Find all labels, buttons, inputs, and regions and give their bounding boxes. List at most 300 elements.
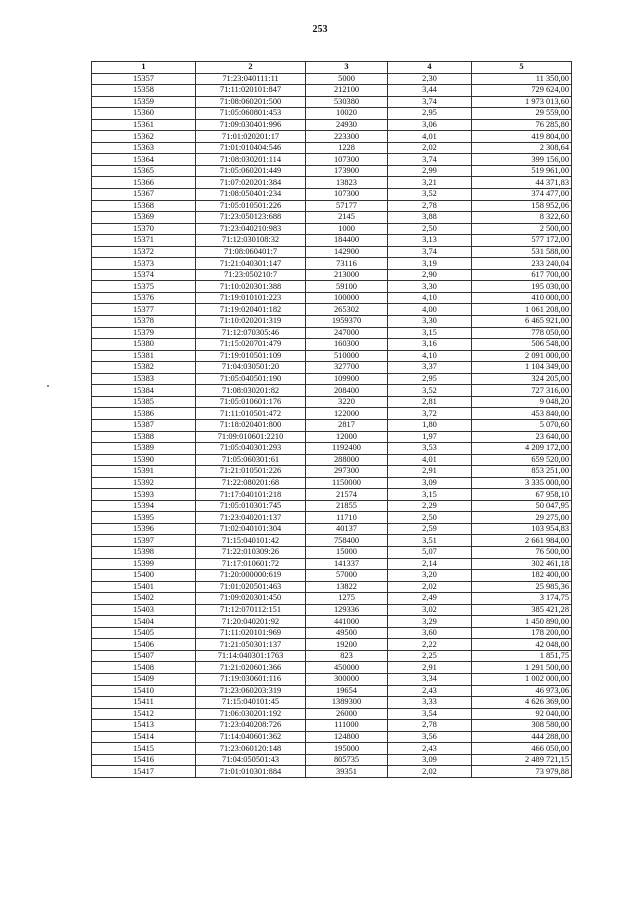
table-cell: 71:11:020101:969 (196, 627, 306, 639)
table-cell: 805735 (306, 754, 388, 766)
table-cell: 49500 (306, 627, 388, 639)
table-row (92, 246, 572, 258)
table-cell: 1 061 208,00 (472, 304, 572, 316)
table-cell: 2145 (306, 212, 388, 224)
table-row (92, 316, 572, 328)
table-row (92, 131, 572, 143)
table-cell: 3,52 (388, 189, 472, 201)
table-cell: 15411 (92, 697, 196, 709)
table-row (92, 339, 572, 351)
table-cell: 1,97 (388, 431, 472, 443)
table-row (92, 570, 572, 582)
table-cell: 2 308,64 (472, 142, 572, 154)
table-cell: 2,02 (388, 142, 472, 154)
table-row (92, 697, 572, 709)
table-cell: 182 400,00 (472, 570, 572, 582)
table-cell: 59100 (306, 281, 388, 293)
table-cell: 73 979,88 (472, 766, 572, 778)
table-cell: 778 050,00 (472, 327, 572, 339)
table-cell: 107300 (306, 189, 388, 201)
table-cell: 141337 (306, 558, 388, 570)
table-row (92, 304, 572, 316)
table-cell: 3 174,75 (472, 593, 572, 605)
table-cell: 15410 (92, 685, 196, 697)
table-cell: 324 205,00 (472, 373, 572, 385)
table-cell: 71:01:020501:463 (196, 581, 306, 593)
table-cell: 4,10 (388, 292, 472, 304)
table-cell: 308 580,00 (472, 720, 572, 732)
table-cell: 727 316,00 (472, 385, 572, 397)
table-cell: 2,02 (388, 581, 472, 593)
table-cell: 4,10 (388, 350, 472, 362)
table-cell: 40137 (306, 523, 388, 535)
table-cell: 1389300 (306, 697, 388, 709)
table-row (92, 327, 572, 339)
table-cell: 302 461,18 (472, 558, 572, 570)
table-cell: 2,90 (388, 269, 472, 281)
table-cell: 15414 (92, 731, 196, 743)
table-cell: 288000 (306, 454, 388, 466)
table-row (92, 443, 572, 455)
table-row (92, 212, 572, 224)
table-row (92, 743, 572, 755)
table-cell: 3,33 (388, 697, 472, 709)
table-row (92, 350, 572, 362)
table-cell: 577 172,00 (472, 235, 572, 247)
table-row (92, 362, 572, 374)
table-cell: 71:22:010309:26 (196, 546, 306, 558)
table-cell: 15363 (92, 142, 196, 154)
table-cell: 2,78 (388, 720, 472, 732)
table-cell: 71:05:010301:745 (196, 500, 306, 512)
table-cell: 15361 (92, 119, 196, 131)
table-cell: 2,29 (388, 500, 472, 512)
table-cell: 15374 (92, 269, 196, 281)
table-cell: 44 371,83 (472, 177, 572, 189)
table-cell: 1000 (306, 223, 388, 235)
table-cell: 3,37 (388, 362, 472, 374)
table-cell: 111000 (306, 720, 388, 732)
table-cell: 71:21:040301:147 (196, 258, 306, 270)
table-cell: 71:23:050123:688 (196, 212, 306, 224)
table-row (92, 85, 572, 97)
table-cell: 71:12:030108:32 (196, 235, 306, 247)
table-cell: 71:20:000000:619 (196, 570, 306, 582)
table-cell: 15371 (92, 235, 196, 247)
table-cell: 1275 (306, 593, 388, 605)
table-cell: 450000 (306, 662, 388, 674)
table-row (92, 685, 572, 697)
table-cell: 15413 (92, 720, 196, 732)
table-cell: 71:06:030201:192 (196, 708, 306, 720)
table-cell: 8 322,60 (472, 212, 572, 224)
table-row (92, 616, 572, 628)
table-cell: 19654 (306, 685, 388, 697)
table-row (92, 223, 572, 235)
table-row (92, 604, 572, 616)
table-row (92, 662, 572, 674)
table-cell: 2,14 (388, 558, 472, 570)
table-cell: 71:02:040101:304 (196, 523, 306, 535)
table-cell: 15359 (92, 96, 196, 108)
table-cell: 50 047,95 (472, 500, 572, 512)
table-cell: 3,20 (388, 570, 472, 582)
table-cell: 15415 (92, 743, 196, 755)
table-cell: 21574 (306, 489, 388, 501)
table-cell: 3,29 (388, 616, 472, 628)
table-cell: 15384 (92, 385, 196, 397)
table-cell: 71:21:020601:366 (196, 662, 306, 674)
table-cell: 25 985,36 (472, 581, 572, 593)
table-row (92, 200, 572, 212)
table-cell: 385 421,28 (472, 604, 572, 616)
table-cell: 71:05:040301:293 (196, 443, 306, 455)
table-cell: 15406 (92, 639, 196, 651)
table-cell: 297300 (306, 466, 388, 478)
table-cell: 71:19:030601:116 (196, 673, 306, 685)
table-cell: 11 350,00 (472, 73, 572, 85)
table-cell: 15376 (92, 292, 196, 304)
table-row (92, 189, 572, 201)
table-cell: 519 961,00 (472, 165, 572, 177)
table-row (92, 269, 572, 281)
table-cell: 399 156,00 (472, 154, 572, 166)
table-cell: 173900 (306, 165, 388, 177)
table-row (92, 281, 572, 293)
table-cell: 2 500,00 (472, 223, 572, 235)
table-cell: 71:05:060201:449 (196, 165, 306, 177)
table-cell: 57177 (306, 200, 388, 212)
table-cell: 42 048,00 (472, 639, 572, 651)
table-cell: 142900 (306, 246, 388, 258)
table-cell: 12000 (306, 431, 388, 443)
table-cell: 265302 (306, 304, 388, 316)
table-cell: 4,01 (388, 131, 472, 143)
table-cell: 178 200,00 (472, 627, 572, 639)
table-cell: 1228 (306, 142, 388, 154)
table-row (92, 766, 572, 778)
table-cell: 29 559,00 (472, 108, 572, 120)
table-cell: 13823 (306, 177, 388, 189)
table-cell: 46 973,06 (472, 685, 572, 697)
table-row (92, 477, 572, 489)
table-cell: 71:05:010501:226 (196, 200, 306, 212)
table-row (92, 396, 572, 408)
table-cell: 15373 (92, 258, 196, 270)
table-cell: 300000 (306, 673, 388, 685)
table-cell: 15390 (92, 454, 196, 466)
table-cell: 71:21:010501:226 (196, 466, 306, 478)
table-row (92, 489, 572, 501)
table-cell: 71:23:040208:726 (196, 720, 306, 732)
table-cell: 1 002 000,00 (472, 673, 572, 685)
table-row (92, 73, 572, 85)
table-cell: 15377 (92, 304, 196, 316)
table-cell: 71:23:040111:11 (196, 73, 306, 85)
table-cell: 5000 (306, 73, 388, 85)
table-row (92, 627, 572, 639)
table-cell: 3,60 (388, 627, 472, 639)
table-cell: 71:01:010301:884 (196, 766, 306, 778)
table-header-row (92, 62, 572, 74)
table-cell: 5 070,60 (472, 419, 572, 431)
table-cell: 15375 (92, 281, 196, 293)
table-cell: 2,49 (388, 593, 472, 605)
table-cell: 531 588,00 (472, 246, 572, 258)
table-cell: 2,02 (388, 766, 472, 778)
table-row (92, 720, 572, 732)
table-cell: 212100 (306, 85, 388, 97)
table-cell: 15392 (92, 477, 196, 489)
table-cell: 15369 (92, 212, 196, 224)
table-cell: 76 500,00 (472, 546, 572, 558)
table-cell: 15360 (92, 108, 196, 120)
column-header: 3 (306, 62, 388, 74)
table-row (92, 581, 572, 593)
table-cell: 15395 (92, 512, 196, 524)
table-row (92, 292, 572, 304)
column-header: 4 (388, 62, 472, 74)
table-row (92, 235, 572, 247)
table-cell: 2,91 (388, 466, 472, 478)
table-cell: 506 548,00 (472, 339, 572, 351)
table-cell: 3,16 (388, 339, 472, 351)
table-cell: 129336 (306, 604, 388, 616)
table-cell: 823 (306, 650, 388, 662)
table-cell: 26000 (306, 708, 388, 720)
table-cell: 1 973 013,60 (472, 96, 572, 108)
table-cell: 15393 (92, 489, 196, 501)
table-cell: 441000 (306, 616, 388, 628)
table-cell: 71:05:010601:176 (196, 396, 306, 408)
table-cell: 122000 (306, 408, 388, 420)
table-cell: 15358 (92, 85, 196, 97)
table-cell: 15404 (92, 616, 196, 628)
table-cell: 729 624,00 (472, 85, 572, 97)
table-cell: 9 048,20 (472, 396, 572, 408)
table-cell: 71:15:040101:42 (196, 535, 306, 547)
table-cell: 71:19:010101:223 (196, 292, 306, 304)
table-cell: 2 661 984,00 (472, 535, 572, 547)
table-cell: 3,02 (388, 604, 472, 616)
table-cell: 71:10:020201:319 (196, 316, 306, 328)
table-cell: 107300 (306, 154, 388, 166)
table-cell: 213000 (306, 269, 388, 281)
table-cell: 71:23:060203:319 (196, 685, 306, 697)
table-row (92, 708, 572, 720)
table-cell: 71:11:010501:472 (196, 408, 306, 420)
table-cell: 3,54 (388, 708, 472, 720)
table-cell: 73116 (306, 258, 388, 270)
table-cell: 1150000 (306, 477, 388, 489)
table-cell: 2 489 721,15 (472, 754, 572, 766)
table-cell: 71:09:020301:450 (196, 593, 306, 605)
table-cell: 419 804,00 (472, 131, 572, 143)
table-cell: 71:05:060801:453 (196, 108, 306, 120)
table-cell: 15409 (92, 673, 196, 685)
table-cell: 2,78 (388, 200, 472, 212)
table-cell: 2817 (306, 419, 388, 431)
table-row (92, 535, 572, 547)
table-cell: 71:08:060201:500 (196, 96, 306, 108)
table-cell: 76 285,80 (472, 119, 572, 131)
table-cell: 466 050,00 (472, 743, 572, 755)
table-cell: 15379 (92, 327, 196, 339)
table-cell: 71:05:060301:61 (196, 454, 306, 466)
table-cell: 15382 (92, 362, 196, 374)
table-cell: 71:08:060401:7 (196, 246, 306, 258)
table-cell: 1 851,75 (472, 650, 572, 662)
table-cell: 15405 (92, 627, 196, 639)
column-header: 2 (196, 62, 306, 74)
table-cell: 530380 (306, 96, 388, 108)
table-cell: 15387 (92, 419, 196, 431)
table-cell: 6 465 921,00 (472, 316, 572, 328)
table-cell: 3,06 (388, 119, 472, 131)
table-cell: 71:23:040201:137 (196, 512, 306, 524)
table-cell: 15401 (92, 581, 196, 593)
table-cell: 71:04:030501:20 (196, 362, 306, 374)
table-cell: 100000 (306, 292, 388, 304)
table-cell: 71:14:040301:1763 (196, 650, 306, 662)
table-cell: 15417 (92, 766, 196, 778)
table-cell: 3,13 (388, 235, 472, 247)
table-cell: 39351 (306, 766, 388, 778)
table-cell: 71:08:030201:114 (196, 154, 306, 166)
table-cell: 3,21 (388, 177, 472, 189)
table-cell: 3220 (306, 396, 388, 408)
table-cell: 659 520,00 (472, 454, 572, 466)
table-cell: 71:10:020301:388 (196, 281, 306, 293)
table-body (92, 73, 572, 777)
table-cell: 158 952,06 (472, 200, 572, 212)
table-cell: 160300 (306, 339, 388, 351)
table-cell: 3,72 (388, 408, 472, 420)
table-cell: 71:09:030401:996 (196, 119, 306, 131)
table-cell: 247000 (306, 327, 388, 339)
table-cell: 4 626 369,00 (472, 697, 572, 709)
table-cell: 71:05:040501:190 (196, 373, 306, 385)
table-cell: 13822 (306, 581, 388, 593)
table-cell: 3,34 (388, 673, 472, 685)
table-cell: 15364 (92, 154, 196, 166)
table-cell: 444 288,00 (472, 731, 572, 743)
table-cell: 2,99 (388, 165, 472, 177)
table-row (92, 385, 572, 397)
table-cell: 71:21:050301:137 (196, 639, 306, 651)
table-cell: 1 104 349,00 (472, 362, 572, 374)
table-cell: 3,52 (388, 385, 472, 397)
table-cell: 410 000,00 (472, 292, 572, 304)
table-cell: 15396 (92, 523, 196, 535)
table-cell: 510000 (306, 350, 388, 362)
table-cell: 11710 (306, 512, 388, 524)
table-cell: 15389 (92, 443, 196, 455)
table-cell: 23 640,00 (472, 431, 572, 443)
table-cell: 195000 (306, 743, 388, 755)
table-cell: 71:23:040210:983 (196, 223, 306, 235)
table-cell: 1959370 (306, 316, 388, 328)
table-cell: 15391 (92, 466, 196, 478)
table-cell: 4 209 172,00 (472, 443, 572, 455)
table-cell: 3,56 (388, 731, 472, 743)
table-cell: 71:01:010404:546 (196, 142, 306, 154)
table-row (92, 500, 572, 512)
table-cell: 617 700,00 (472, 269, 572, 281)
table-cell: 184400 (306, 235, 388, 247)
page-number: 253 (312, 24, 328, 35)
table-cell: 15399 (92, 558, 196, 570)
table-cell: 853 251,00 (472, 466, 572, 478)
table-row (92, 523, 572, 535)
table-row (92, 512, 572, 524)
table-cell: 15398 (92, 546, 196, 558)
table-row (92, 546, 572, 558)
table-cell: 3,51 (388, 535, 472, 547)
table-cell: 71:08:030201:82 (196, 385, 306, 397)
table-cell: 92 040,00 (472, 708, 572, 720)
table-row (92, 673, 572, 685)
table-row (92, 154, 572, 166)
table-cell: 21855 (306, 500, 388, 512)
table-cell: 1,80 (388, 419, 472, 431)
table-cell: 3,09 (388, 477, 472, 489)
table-cell: 15394 (92, 500, 196, 512)
table-cell: 3,74 (388, 96, 472, 108)
table-cell: 15380 (92, 339, 196, 351)
table-cell: 71:14:040601:362 (196, 731, 306, 743)
table-cell: 3,74 (388, 246, 472, 258)
table-cell: 3 335 000,00 (472, 477, 572, 489)
table-cell: 3,53 (388, 443, 472, 455)
table-cell: 15412 (92, 708, 196, 720)
table-cell: 208400 (306, 385, 388, 397)
table-row (92, 108, 572, 120)
table-cell: 758400 (306, 535, 388, 547)
table-cell: 71:17:040101:218 (196, 489, 306, 501)
table-cell: 3,19 (388, 258, 472, 270)
table-cell: 15365 (92, 165, 196, 177)
table-cell: 67 958,10 (472, 489, 572, 501)
table-cell: 15372 (92, 246, 196, 258)
table-row (92, 177, 572, 189)
table-cell: 2,30 (388, 73, 472, 85)
table-row (92, 96, 572, 108)
table-cell: 233 240,04 (472, 258, 572, 270)
table-cell: 15403 (92, 604, 196, 616)
column-header: 1 (92, 62, 196, 74)
table-cell: 71:11:020101:847 (196, 85, 306, 97)
table-cell: 2,59 (388, 523, 472, 535)
table-cell: 4,01 (388, 454, 472, 466)
table-cell: 2,50 (388, 223, 472, 235)
table-cell: 71:19:010501:109 (196, 350, 306, 362)
table-cell: 15383 (92, 373, 196, 385)
table-cell: 71:23:050210:7 (196, 269, 306, 281)
table-cell: 57000 (306, 570, 388, 582)
table-cell: 15370 (92, 223, 196, 235)
table-cell: 15416 (92, 754, 196, 766)
table-cell: 71:12:070112:151 (196, 604, 306, 616)
table-cell: 15000 (306, 546, 388, 558)
table-cell: 3,30 (388, 316, 472, 328)
table-row (92, 650, 572, 662)
table-cell: 3,44 (388, 85, 472, 97)
table-cell: 2,95 (388, 108, 472, 120)
table-cell: 71:17:010601:72 (196, 558, 306, 570)
table-cell: 3,15 (388, 327, 472, 339)
table-cell: 29 275,00 (472, 512, 572, 524)
